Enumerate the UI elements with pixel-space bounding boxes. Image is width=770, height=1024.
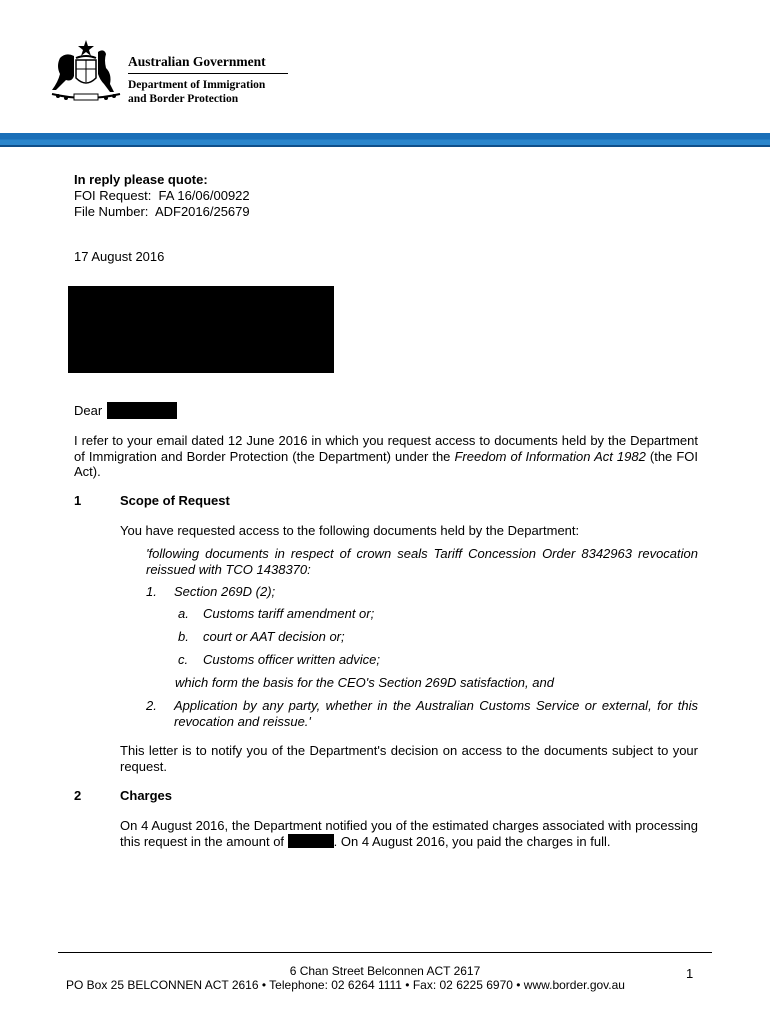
act-name: Freedom of Information Act 1982 [454, 448, 646, 464]
foi-request-value: FA 16/06/00922 [158, 188, 250, 203]
section-1-number: 1 [74, 493, 82, 508]
request-subitem-c-letter: c. [178, 652, 189, 667]
reply-quote-label: In reply please quote: [74, 172, 208, 187]
department-name-line2: and Border Protection [128, 93, 239, 105]
file-number-line [74, 204, 250, 220]
header-band [0, 133, 770, 145]
section-1-heading: Scope of Request [120, 493, 230, 508]
file-number-label: File Number: [74, 204, 149, 219]
request-subitem-a-text: Customs tariff amendment or; [203, 606, 375, 621]
footer-contact: PO Box 25 BELCONNEN ACT 2616 • Telephone: 02 6264 1111 • Fax: 02 6225 6970 • www.border.gov.au [66, 978, 625, 992]
department-name-line1: Department of Immigration [128, 79, 266, 91]
footer-divider [58, 952, 712, 953]
coat-of-arms-icon [46, 38, 126, 106]
request-item-1-number: 1. [146, 584, 157, 599]
request-tail: which form the basis for the CEO's Section 269D satisfaction, and [175, 675, 554, 690]
salutation [74, 403, 102, 418]
charges-text-after: . On 4 August 2016, you paid the charges in full. [333, 833, 611, 849]
notify-paragraph: This letter is to notify you of the Department's decision on access to the documents subject to your request. [120, 743, 698, 774]
request-quote: 'following documents in respect of crown seals Tariff Concession Order 8342963 revocation reissued with TCO 1438370: [146, 546, 698, 577]
header-band-underline [0, 145, 770, 147]
request-subitem-a-letter: a. [178, 606, 189, 621]
section-1-lead: You have requested access to the following documents held by the Department: [120, 523, 580, 538]
letter-date: 17 August 2016 [74, 249, 165, 264]
redacted-recipient-name [107, 402, 177, 419]
request-item-2 [146, 698, 698, 729]
request-subitem-b-letter: b. [178, 629, 189, 644]
section-2-number: 2 [74, 788, 82, 803]
request-subitem-c [178, 652, 380, 667]
file-number-value: ADF2016/25679 [154, 204, 250, 219]
request-item-1 [146, 584, 698, 600]
footer-address: 6 Chan Street Belconnen ACT 2617 [289, 964, 481, 978]
foi-request-label: FOI Request: [74, 188, 152, 203]
intro-text-after: (the FOI Act). [74, 448, 699, 479]
intro-text-before: I refer to your email dated 12 June 2016 in which you request access to documents held by the Department of Immigration and Border Protection (the Department) under the [74, 433, 698, 464]
request-subitem-a [178, 606, 374, 621]
charges-paragraph [120, 818, 698, 849]
redacted-charge-amount [288, 834, 334, 848]
government-title: Australian Government [128, 54, 266, 69]
request-item-2-number: 2. [146, 698, 157, 713]
foi-request-line [74, 188, 250, 204]
intro-paragraph [74, 433, 698, 480]
letterhead [128, 53, 288, 106]
redacted-address-block [68, 286, 334, 373]
request-subitem-c-text: Customs officer written advice; [203, 652, 381, 667]
section-2-heading: Charges [120, 788, 173, 803]
charges-text-before: On 4 August 2016, the Department notified you of the estimated charges associated with processing this request in the amount of [120, 818, 698, 849]
request-item-1-text: Section 269D (2); [174, 584, 276, 599]
letterhead-divider [128, 73, 288, 74]
page-number: 1 [686, 966, 694, 981]
request-subitem-b [178, 629, 345, 644]
request-item-2-text: Application by any party, whether in the Australian Customs Service or external, for this revocation and reissue.' [174, 698, 698, 729]
salutation-text: Dear [74, 403, 103, 418]
request-subitem-b-text: court or AAT decision or; [203, 629, 345, 644]
reference-block [74, 172, 250, 220]
